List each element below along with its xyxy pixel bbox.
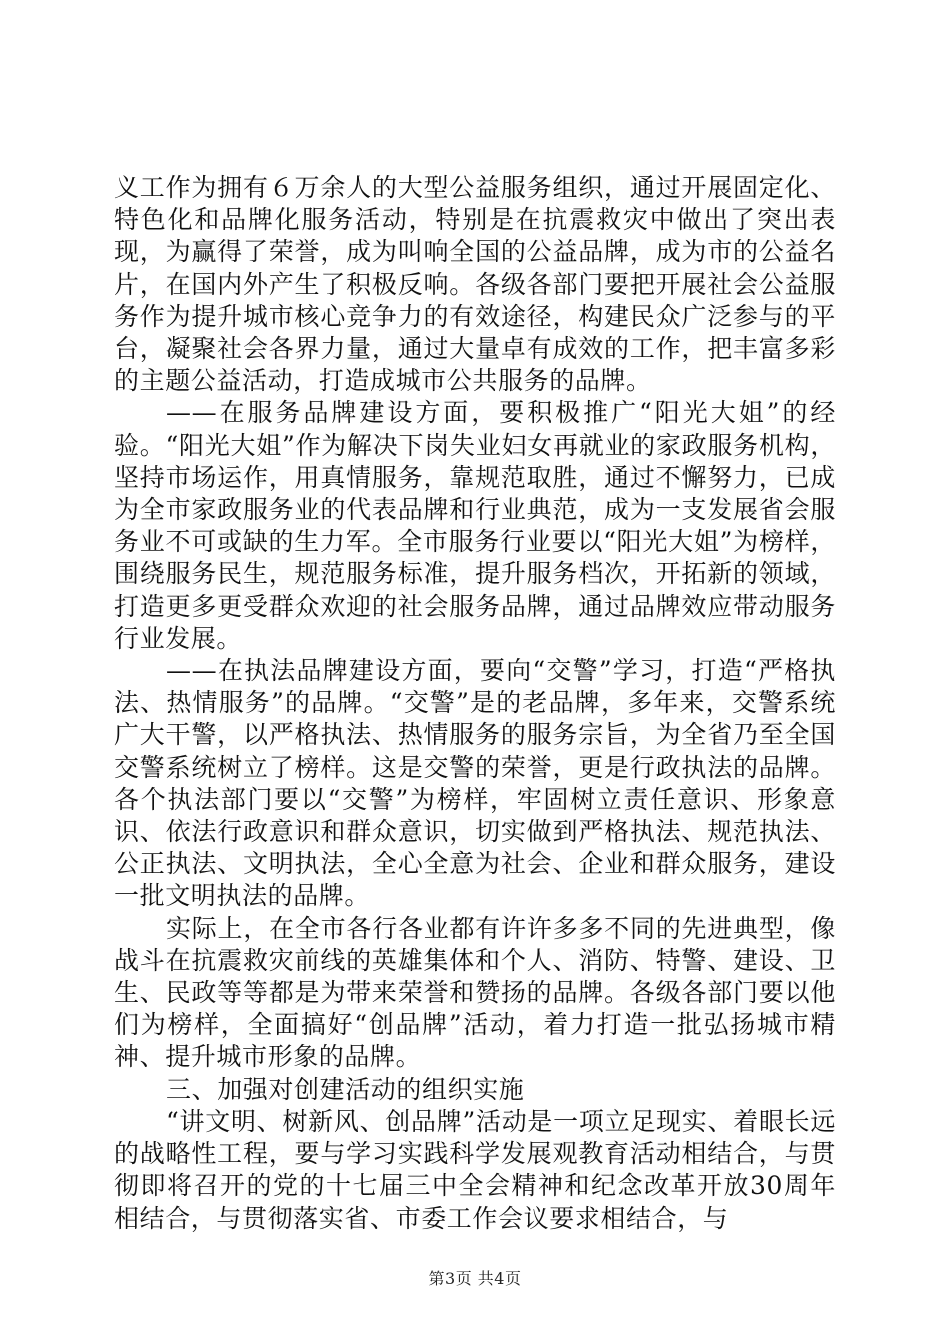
paragraph-3: ——在执法品牌建设方面，要向“交警”学习，打造“严格执法、热情服务”的品牌。“交警”是的老品牌，多年来，交警系统广大干警，以严格执法、热情服务的服务宗旨，为全省乃至全国交警系统树立了榜样。这是交警的荣誉，更是行政执法的品牌。各个执法部门要以“交警”为榜样，牢固树立责任意识、形象意识、依法行政意识和群众意识，切实做到严格执法、规范执法、公正执法、文明执法，全心全意为社会、企业和群众服务，建设一批文明执法的品牌。 <box>114 656 836 911</box>
page-footer: 第3页 共4页 <box>428 1269 522 1288</box>
paragraph-1: 义工作为拥有６万余人的大型公益服务组织，通过开展固定化、特色化和品牌化服务活动，特别是在抗震救灾中做出了突出表现，为赢得了荣誉，成为叫响全国的公益品牌，成为市的公益名片，在国内外产生了积极反响。各级各部门要把开展社会公益服务作为提升城市核心竞争力的有效途径，构建民众广泛参与的平台，凝聚社会各界力量，通过大量卓有成效的工作，把丰富多彩的主题公益活动，打造成城市公共服务的品牌。 <box>114 173 836 396</box>
section-heading: 三、加强对创建活动的组织实施 <box>166 1074 525 1104</box>
document-body <box>114 172 836 1235</box>
paragraph-5: “讲文明、树新风、创品牌”活动是一项立足现实、着眼长远的战略性工程，要与学习实践科学发展观教育活动相结合，与贯彻即将召开的党的十七届三中全会精神和纪念改革开放30周年相结合，与贯彻落实省、市委工作会议要求相结合，与 <box>114 1106 836 1233</box>
paragraph-2: ——在服务品牌建设方面，要积极推广“阳光大姐”的经验。“阳光大姐”作为解决下岗失业妇女再就业的家政服务机构，坚持市场运作，用真情服务，靠规范取胜，通过不懈努力，已成为全市家政服务业的代表品牌和行业典范，成为一支发展省会服务业不可或缺的生力军。全市服务行业要以“阳光大姐”为榜样，围绕服务民生，规范服务标准，提升服务档次，开拓新的领域，打造更多更受群众欢迎的社会服务品牌，通过品牌效应带动服务行业发展。 <box>114 398 836 653</box>
paragraph-4: 实际上，在全市各行各业都有许许多多不同的先进典型，像战斗在抗震救灾前线的英雄集体和个人、消防、特警、建设、卫生、民政等等都是为带来荣誉和赞扬的品牌。各级各部门要以他们为榜样，全面搞好“创品牌”活动，着力打造一批弘扬城市精神、提升城市形象的品牌。 <box>114 913 836 1072</box>
